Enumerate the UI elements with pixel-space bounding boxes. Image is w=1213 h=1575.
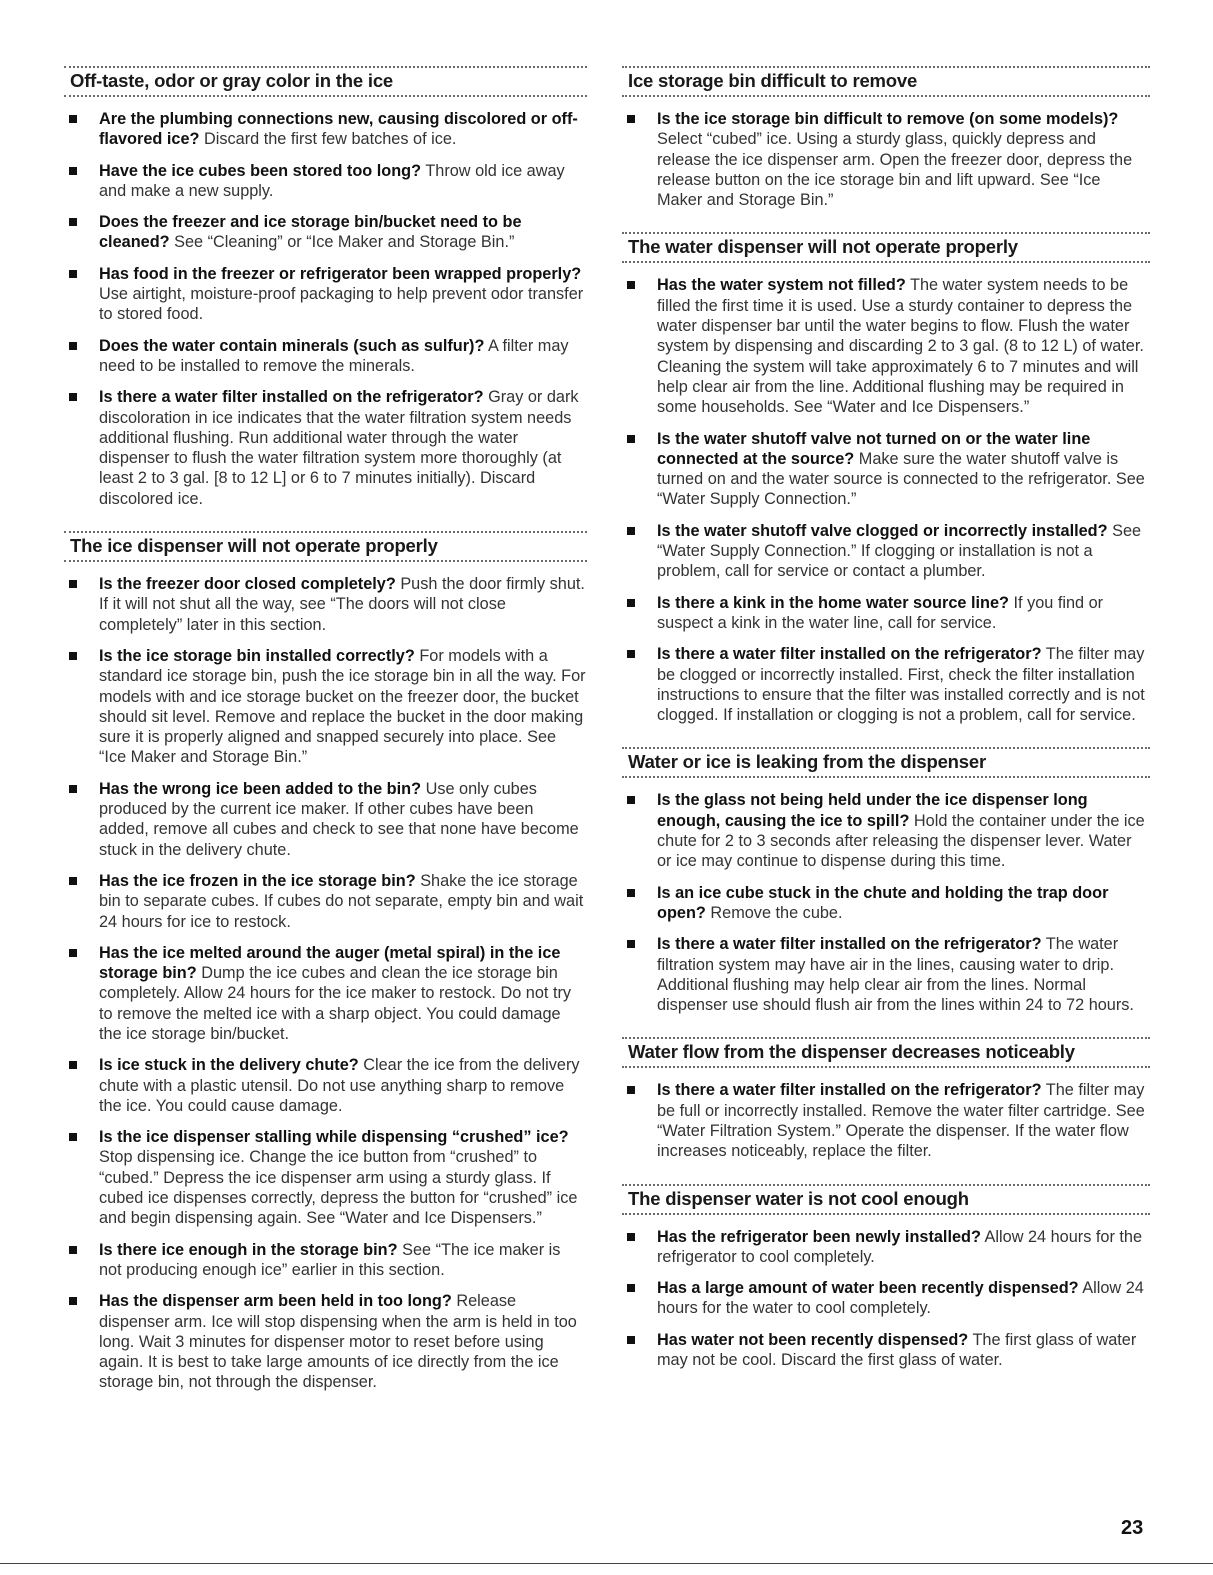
heading-rule-bottom bbox=[622, 1213, 1150, 1215]
question-item bbox=[64, 1291, 587, 1392]
square-bullet-icon bbox=[69, 1133, 77, 1141]
question-item bbox=[64, 1240, 587, 1281]
heading-rule-bottom bbox=[622, 776, 1150, 778]
section-heading: Ice storage bin difficult to remove bbox=[628, 70, 918, 91]
answer-text: Allow 24 hours for the refrigerator to cool completely. bbox=[657, 1227, 1143, 1266]
question-text: Is an ice cube stuck in the chute and holding the trap door open? bbox=[657, 883, 1109, 922]
question-list bbox=[622, 109, 1150, 210]
answer-text: See “Water Supply Connection.” If clogging or installation is not a problem, call for service or contact a plumber. bbox=[657, 521, 1142, 581]
square-bullet-icon bbox=[69, 1246, 77, 1254]
question-text: Is there a kink in the home water source line? bbox=[657, 593, 1009, 612]
answer-text: See “The ice maker is not producing enough ice” earlier in this section. bbox=[99, 1240, 561, 1279]
question-item bbox=[64, 109, 587, 150]
answer-text: Shake the ice storage bin to separate cubes. If cubes do not separate, empty bin and wait 24 hours for ice to restock. bbox=[99, 871, 584, 931]
answer-text: The filter may be clogged or incorrectly installed. First, check the filter installation instructions to ensure that the filter was installed correctly and is not clogged. If installation or clogging is not a problem, call for service. bbox=[657, 645, 1145, 725]
question-item bbox=[64, 1055, 587, 1116]
question-text: Has a large amount of water been recently dispensed? bbox=[657, 1279, 1079, 1298]
heading-rule-bottom bbox=[622, 95, 1150, 97]
question-text: Has food in the freezer or refrigerator been wrapped properly? bbox=[99, 264, 582, 283]
heading-rule-top bbox=[64, 531, 587, 533]
troubleshooting-section bbox=[64, 531, 587, 1393]
answer-text: See “Cleaning” or “Ice Maker and Storage Bin.” bbox=[174, 233, 515, 252]
question-item bbox=[64, 387, 587, 509]
heading-rule-top bbox=[622, 747, 1150, 749]
question-text: Is the freezer door closed completely? bbox=[99, 575, 396, 594]
question-text: Is there a water filter installed on the refrigerator? bbox=[99, 388, 484, 407]
square-bullet-icon bbox=[627, 1336, 635, 1344]
question-item bbox=[622, 1330, 1150, 1371]
question-text: Has the refrigerator been newly installed? bbox=[657, 1227, 981, 1246]
question-text: Is there a water filter installed on the refrigerator? bbox=[657, 935, 1042, 954]
answer-text: Make sure the water shutoff valve is turned on and the water source is connected to the refrigerator. See “Water Supply Connection.” bbox=[657, 449, 1145, 509]
question-item bbox=[622, 109, 1150, 210]
answer-text: A filter may need to be installed to remove the minerals. bbox=[99, 336, 569, 375]
question-text: Does the freezer and ice storage bin/bucket need to be cleaned? bbox=[99, 213, 522, 252]
question-text: Has the wrong ice been added to the bin? bbox=[99, 779, 422, 798]
question-text: Has the dispenser arm been held in too long? bbox=[99, 1292, 452, 1311]
question-text: Is ice stuck in the delivery chute? bbox=[99, 1056, 359, 1075]
square-bullet-icon bbox=[69, 652, 77, 660]
question-text: Is there a water filter installed on the refrigerator? bbox=[657, 645, 1042, 664]
square-bullet-icon bbox=[627, 1086, 635, 1094]
answer-text: Use only cubes produced by the current ice maker. If other cubes have been added, remove all cubes and check to see that none have become stuck in the delivery chute. bbox=[99, 779, 579, 859]
question-list bbox=[622, 790, 1150, 1015]
question-text: Have the ice cubes been stored too long? bbox=[99, 161, 422, 180]
right-column bbox=[622, 66, 1150, 1392]
heading-rule-top bbox=[622, 1184, 1150, 1186]
heading-rule-bottom bbox=[622, 1066, 1150, 1068]
square-bullet-icon bbox=[627, 599, 635, 607]
square-bullet-icon bbox=[627, 1233, 635, 1241]
square-bullet-icon bbox=[69, 949, 77, 957]
question-text: Is the glass not being held under the ice dispenser long enough, causing the ice to spill? bbox=[657, 791, 1088, 830]
square-bullet-icon bbox=[627, 435, 635, 443]
square-bullet-icon bbox=[627, 650, 635, 658]
answer-text: The water filtration system may have air in the lines, causing water to drip. Additional flushing may help clear air from the lines. Normal dispenser use should flush air from the lines within 24 to 72 hours. bbox=[657, 935, 1134, 1015]
square-bullet-icon bbox=[69, 115, 77, 123]
square-bullet-icon bbox=[69, 342, 77, 350]
troubleshooting-section bbox=[622, 1037, 1150, 1161]
question-item bbox=[64, 779, 587, 860]
question-text: Are the plumbing connections new, causing discolored or off-flavored ice? bbox=[99, 110, 578, 149]
question-list bbox=[64, 574, 587, 1393]
answer-text: Dump the ice cubes and clean the ice storage bin completely. Allow 24 hours for the ice maker to restock. Do not try to remove the melted ice with a sharp object. You could damage the ice storage bin/bucket. bbox=[99, 964, 572, 1043]
question-text: Does the water contain minerals (such as sulfur)? bbox=[99, 336, 485, 355]
square-bullet-icon bbox=[69, 270, 77, 278]
question-item bbox=[622, 521, 1150, 582]
answer-text: Hold the container under the ice chute for 2 to 3 seconds after releasing the dispenser lever. Water or ice may continue to dispense during this time. bbox=[657, 811, 1145, 871]
answer-text: For models with a standard ice storage bin, push the ice storage bin in all the way. For models with and ice storage bucket on the freezer door, the bucket should sit level. Remove and replace the bucket in the door making sure it is properly aligned and snapped securely into place. See “Ice Maker and Storage Bin.” bbox=[99, 646, 586, 767]
heading-rule-top bbox=[64, 66, 587, 68]
question-item bbox=[622, 790, 1150, 871]
square-bullet-icon bbox=[69, 218, 77, 226]
answer-text: The first glass of water may not be cool. Discard the first glass of water. bbox=[657, 1330, 1137, 1370]
section-heading: Off-taste, odor or gray color in the ice bbox=[70, 70, 393, 91]
question-item bbox=[622, 1278, 1150, 1319]
section-heading: Water or ice is leaking from the dispenser bbox=[628, 751, 986, 773]
answer-text: The filter may be full or incorrectly installed. Remove the water filter cartridge. See “Water Filtration System.” Operate the dispenser. If the water flow increases noticeably, replace the filter. bbox=[657, 1081, 1145, 1161]
section-heading: The ice dispenser will not operate properly bbox=[70, 535, 438, 557]
answer-text: Allow 24 hours for the water to cool completely. bbox=[657, 1279, 1144, 1318]
question-item bbox=[622, 593, 1150, 634]
page-number: 23 bbox=[1121, 1517, 1144, 1539]
square-bullet-icon bbox=[627, 281, 635, 289]
left-column bbox=[64, 66, 587, 1415]
question-item bbox=[622, 275, 1150, 417]
question-list bbox=[622, 1227, 1150, 1371]
question-item bbox=[622, 429, 1150, 510]
troubleshooting-section bbox=[622, 1184, 1150, 1371]
heading-rule-bottom bbox=[64, 95, 587, 97]
answer-text: Use airtight, moisture-proof packaging to help prevent odor transfer to stored food. bbox=[99, 285, 584, 324]
square-bullet-icon bbox=[69, 167, 77, 175]
question-text: Has the ice frozen in the ice storage bin? bbox=[99, 871, 416, 890]
question-item bbox=[64, 1127, 587, 1228]
troubleshooting-section bbox=[622, 66, 1150, 210]
troubleshooting-section bbox=[622, 232, 1150, 725]
question-text: Is the ice storage bin difficult to remove (on some models)? bbox=[657, 110, 1119, 128]
heading-rule-top bbox=[622, 66, 1150, 68]
heading-rule-bottom bbox=[622, 261, 1150, 263]
question-item bbox=[622, 934, 1150, 1015]
troubleshooting-section bbox=[622, 747, 1150, 1015]
question-item bbox=[64, 264, 587, 325]
answer-text: Remove the cube. bbox=[710, 903, 843, 922]
square-bullet-icon bbox=[627, 940, 635, 948]
question-item bbox=[64, 871, 587, 932]
answer-text: Release dispenser arm. Ice will stop dispensing when the arm is held in too long. Wait 3 minutes for dispenser motor to reset before using again. It is best to take large amounts of ice directly from the ice storage bin, not through the dispenser. bbox=[99, 1292, 577, 1392]
question-item bbox=[64, 646, 587, 768]
square-bullet-icon bbox=[69, 877, 77, 885]
answer-text: Gray or dark discoloration in ice indicates that the water filtration system needs additional flushing. Run additional water through the water dispenser to flush the water filtration system more thoroughly (at least 2 to 3 gal. [8 to 12 L] or 6 to 7 minutes initially). Discard discolored ice. bbox=[99, 388, 579, 508]
answer-text: Clear the ice from the delivery chute with a plastic utensil. Do not use anything sharp to remove the ice. You could cause damage. bbox=[99, 1056, 580, 1115]
troubleshooting-section bbox=[64, 66, 587, 509]
question-item bbox=[622, 644, 1150, 725]
answer-text: The water system needs to be filled the first time it is used. Use a sturdy container to depress the water dispenser bar until the water begins to flow. Flush the water system by dispensing and discarding 2 to 3 gal. (8 to 12 L) of water. Cleaning the system will take approximately 6 to 7 minutes and will help clear air from the line. Additional flushing may be required in some households. See “Water and Ice Dispensers.” bbox=[657, 276, 1144, 417]
square-bullet-icon bbox=[627, 796, 635, 804]
footer-rule bbox=[0, 1563, 1213, 1564]
section-heading: The water dispenser will not operate properly bbox=[628, 236, 1018, 258]
question-text: Has water not been recently dispensed? bbox=[657, 1330, 969, 1349]
question-item bbox=[622, 1080, 1150, 1161]
answer-text: Select “cubed” ice. Using a sturdy glass, quickly depress and release the ice dispenser arm. Open the freezer door, depress the release button on the ice storage bin and lift upward. See “Ice Maker and Storage Bin.” bbox=[657, 130, 1133, 210]
question-text: Has the ice melted around the auger (metal spiral) in the ice storage bin? bbox=[99, 943, 561, 983]
square-bullet-icon bbox=[69, 785, 77, 793]
section-heading: Water flow from the dispenser decreases noticeably bbox=[628, 1041, 1075, 1063]
question-item bbox=[64, 336, 587, 377]
answer-text: Push the door firmly shut. If it will not shut all the way, see “The doors will not close completely” later in this section. bbox=[99, 575, 585, 634]
question-text: Has the water system not filled? bbox=[657, 276, 906, 295]
question-item bbox=[622, 1227, 1150, 1268]
square-bullet-icon bbox=[69, 1061, 77, 1069]
square-bullet-icon bbox=[69, 1297, 77, 1305]
heading-rule-top bbox=[622, 232, 1150, 234]
question-text: Is the water shutoff valve not turned on or the water line connected at the source? bbox=[657, 429, 1091, 468]
square-bullet-icon bbox=[627, 889, 635, 897]
question-text: Is there a water filter installed on the refrigerator? bbox=[657, 1081, 1042, 1100]
question-item bbox=[64, 574, 587, 635]
question-item bbox=[622, 883, 1150, 924]
question-text: Is the water shutoff valve clogged or incorrectly installed? bbox=[657, 521, 1108, 540]
square-bullet-icon bbox=[69, 393, 77, 401]
square-bullet-icon bbox=[627, 115, 635, 123]
question-text: Is the ice dispenser stalling while dispensing “crushed” ice? bbox=[99, 1128, 569, 1147]
question-item bbox=[64, 943, 587, 1044]
answer-text: Discard the first few batches of ice. bbox=[203, 130, 457, 149]
question-text: Is there ice enough in the storage bin? bbox=[99, 1240, 398, 1259]
answer-text: If you find or suspect a kink in the water line, call for service. bbox=[657, 593, 1104, 632]
heading-rule-bottom bbox=[64, 560, 587, 562]
section-heading: The dispenser water is not cool enough bbox=[628, 1187, 969, 1209]
question-list bbox=[64, 109, 587, 509]
question-item bbox=[64, 212, 587, 253]
question-list bbox=[622, 1080, 1150, 1161]
question-text: Is the ice storage bin installed correctly? bbox=[99, 646, 415, 665]
square-bullet-icon bbox=[627, 527, 635, 535]
question-list bbox=[622, 275, 1150, 725]
question-item bbox=[64, 161, 587, 202]
square-bullet-icon bbox=[627, 1284, 635, 1292]
answer-text: Throw old ice away and make a new supply. bbox=[99, 161, 565, 200]
square-bullet-icon bbox=[69, 580, 77, 588]
answer-text: Stop dispensing ice. Change the ice button from “crushed” to “cubed.” Depress the ice dispenser arm using a sturdy glass. If cubed ice dispenses correctly, depress the button for “crushed” ice and begin dispensing again. See “Water and Ice Dispensers.” bbox=[99, 1148, 578, 1228]
heading-rule-top bbox=[622, 1037, 1150, 1039]
